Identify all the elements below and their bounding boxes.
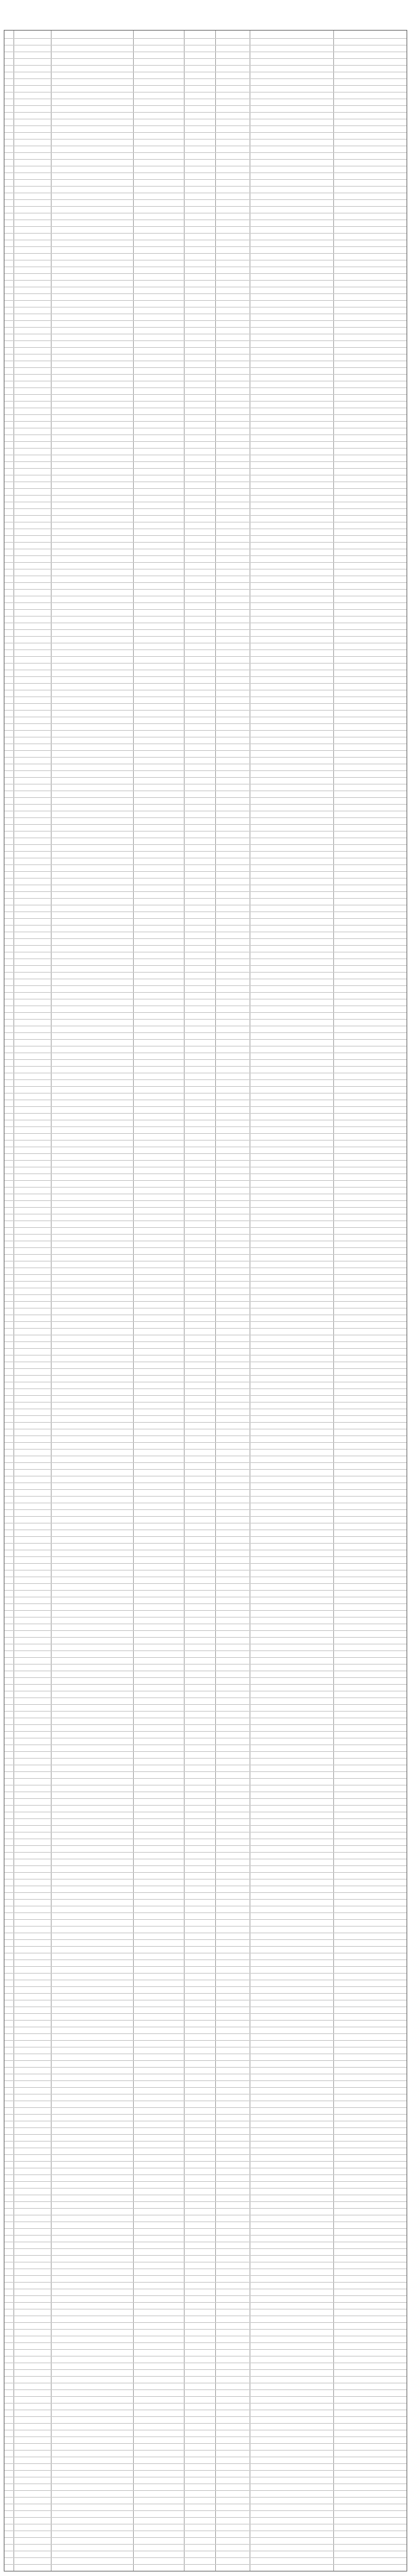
table-row-rule (4, 1234, 407, 1235)
table-row-rule (4, 891, 407, 892)
table-row-rule (4, 246, 407, 247)
table-row-rule (4, 972, 407, 973)
table-row-rule (4, 1314, 407, 1315)
table-row-rule (4, 495, 407, 496)
table-row-rule (4, 2423, 407, 2424)
table-row-rule (4, 394, 407, 395)
table-row-rule (4, 448, 407, 449)
table-row-rule (4, 434, 407, 435)
table-row-rule (4, 2248, 407, 2249)
table-row-rule (4, 2517, 407, 2518)
table-row-rule (4, 2470, 407, 2471)
table-row-rule (4, 1355, 407, 1356)
table-row-rule (4, 676, 407, 677)
table-row-rule (4, 1207, 407, 1208)
table-row-rule (4, 2329, 407, 2330)
table-row-rule (4, 1005, 407, 1006)
table-row-rule (4, 609, 407, 610)
table-row-rule (4, 1778, 407, 1779)
table-row-rule (4, 730, 407, 731)
table-row-rule (4, 2497, 407, 2498)
table-row-rule (4, 790, 407, 791)
table-row-rule (4, 2342, 407, 2343)
table-row-rule (4, 522, 407, 523)
table-row-rule (4, 2403, 407, 2404)
table-row-rule (4, 1852, 407, 1853)
table-row-rule (4, 1019, 407, 1020)
table-row-rule (4, 1012, 407, 1013)
table-row-rule (4, 105, 407, 106)
table-row-rule (4, 562, 407, 563)
table-row-rule (4, 1926, 407, 1927)
table-row-rule (4, 2389, 407, 2390)
table-row-rule (4, 2188, 407, 2189)
table-row-rule (4, 629, 407, 630)
table-row-rule (4, 2060, 407, 2061)
table-row-rule (4, 898, 407, 899)
table-row-rule (4, 757, 407, 758)
table-row-rule (4, 831, 407, 832)
table-row-rule (4, 2416, 407, 2417)
table-row-rule (4, 112, 407, 113)
table-row-rule (4, 1435, 407, 1436)
table-row-rule (4, 616, 407, 617)
table-row-rule (4, 1892, 407, 1893)
table-row-rule (4, 92, 407, 93)
table-row-rule (4, 1650, 407, 1651)
table-row-rule (4, 2067, 407, 2068)
table-row-rule (4, 508, 407, 509)
table-row-rule (4, 441, 407, 442)
table-row-rule (4, 300, 407, 301)
table-row-rule (4, 1563, 407, 1564)
table-row-rule (4, 777, 407, 778)
table-row-rule (4, 2349, 407, 2350)
table-row-rule (4, 1993, 407, 1994)
table-row-rule (4, 293, 407, 294)
table-row-rule (4, 1570, 407, 1571)
table-row-rule (4, 2309, 407, 2310)
table-row-rule (4, 1126, 407, 1127)
table-row-rule (4, 1449, 407, 1450)
table-row-rule (4, 2295, 407, 2296)
table-row-rule (4, 273, 407, 274)
table-row-rule (4, 1879, 407, 1880)
table-row-rule (4, 1771, 407, 1772)
table-row-rule (4, 1442, 407, 1443)
table-row-rule (4, 1348, 407, 1349)
table-row-rule (4, 421, 407, 422)
table-row-rule (4, 1093, 407, 1094)
table-row-rule (4, 2107, 407, 2108)
table-row-rule (4, 172, 407, 173)
table-row-rule (4, 2436, 407, 2437)
table-row-rule (4, 1865, 407, 1866)
table-row-rule (4, 1939, 407, 1940)
table-row-rule (4, 938, 407, 939)
table-row-rule (4, 1744, 407, 1745)
table-row-rule (4, 387, 407, 388)
table-row-rule (4, 2134, 407, 2135)
table-row-rule (4, 864, 407, 865)
table-row-rule (4, 589, 407, 590)
table-row-rule (4, 367, 407, 368)
table-row-rule (4, 1724, 407, 1725)
table-row-rule (4, 1637, 407, 1638)
table-row-rule (4, 851, 407, 852)
table-row-rule (4, 1516, 407, 1517)
table-row-rule (4, 2127, 407, 2128)
table-row-rule (4, 481, 407, 482)
table-row-rule (4, 958, 407, 959)
table-row-rule (4, 2443, 407, 2444)
table-row-rule (4, 582, 407, 583)
table-row-rule (4, 2530, 407, 2531)
table-row-rule (4, 1140, 407, 1141)
table-row-rule (4, 1731, 407, 1732)
table-row-rule (4, 1583, 407, 1584)
table-row-rule (4, 488, 407, 489)
table-row-rule (4, 1341, 407, 1342)
table-row-rule (4, 528, 407, 529)
table-row-rule (4, 770, 407, 771)
table-row-rule (4, 139, 407, 140)
table-row-rule (4, 1267, 407, 1268)
table-row-rule (4, 1308, 407, 1309)
table-row-rule (4, 1059, 407, 1060)
table-row-rule (4, 1321, 407, 1322)
table-row-rule (4, 1899, 407, 1900)
table-row-rule (4, 2564, 407, 2565)
route-table (4, 30, 407, 2572)
table-row-rule (4, 2033, 407, 2034)
table-row-rule (4, 2141, 407, 2142)
table-row-rule (4, 1798, 407, 1799)
table-row-rule (4, 1751, 407, 1752)
table-row-rule (4, 1630, 407, 1631)
table-row-rule (4, 2208, 407, 2209)
table-row-rule (4, 1986, 407, 1987)
table-row-rule (4, 374, 407, 375)
table-row-rule (4, 1160, 407, 1161)
table-row-rule (4, 45, 407, 46)
table-row-rule (4, 1294, 407, 1295)
table-row-rule (4, 1664, 407, 1665)
table-row-rule (4, 1603, 407, 1604)
table-row-rule (4, 1402, 407, 1403)
table-row-rule (4, 2114, 407, 2115)
table-row-rule (4, 1805, 407, 1806)
table-row-rule (4, 2557, 407, 2558)
table-row-rule (4, 1388, 407, 1389)
table-row-rule (4, 656, 407, 657)
table-row-rule (4, 2396, 407, 2397)
table-row-rule (4, 2356, 407, 2357)
table-row-rule (4, 1153, 407, 1154)
table-row-rule (4, 750, 407, 751)
table-row-rule (4, 2275, 407, 2276)
table-row-rule (4, 65, 407, 66)
table-row-rule (4, 2013, 407, 2014)
table-row-rule (4, 260, 407, 261)
table-row-rule (4, 1395, 407, 1396)
table-row-rule (4, 1052, 407, 1053)
table-row-rule (4, 1254, 407, 1255)
table-row-rule (4, 38, 407, 39)
table-row-rule (4, 78, 407, 79)
table-row-rule (4, 2302, 407, 2303)
table-row-rule (4, 2322, 407, 2323)
table-row-rule (4, 2161, 407, 2162)
table-row-rule (4, 555, 407, 556)
table-row-rule (4, 1220, 407, 1221)
table-row-rule (4, 2006, 407, 2007)
table-row-rule (4, 1523, 407, 1524)
table-row-rule (4, 2235, 407, 2236)
table-row-rule (4, 2080, 407, 2081)
table-row-rule (4, 797, 407, 798)
table-row-rule (4, 1469, 407, 1470)
table-row-rule (4, 2255, 407, 2256)
table-row-rule (4, 1496, 407, 1497)
table-row-rule (4, 992, 407, 993)
table-row-rule (4, 2376, 407, 2377)
table-row-rule (4, 1301, 407, 1302)
table-row-rule (4, 199, 407, 200)
table-row-rule (4, 2181, 407, 2182)
table-row-rule (4, 354, 407, 355)
table-row-rule (4, 159, 407, 160)
table-row-rule (4, 1375, 407, 1376)
table-row-rule (4, 817, 407, 818)
table-row-rule (4, 1066, 407, 1067)
table-row-rule (4, 152, 407, 153)
table-row-rule (4, 945, 407, 946)
table-row-rule (4, 1617, 407, 1618)
table-row-rule (4, 1422, 407, 1423)
table-row-rule (4, 179, 407, 180)
table-row-rule (4, 1200, 407, 1201)
table-row-rule (4, 1482, 407, 1483)
table-row-rule (4, 1180, 407, 1181)
table-row-rule (4, 2087, 407, 2088)
table-row-rule (4, 1711, 407, 1712)
table-row-rule (4, 2020, 407, 2021)
table-row-rule (4, 2228, 407, 2229)
table-row-rule (4, 2201, 407, 2202)
table-row-rule (4, 1509, 407, 1510)
table-row-rule (4, 710, 407, 711)
table-row-rule (4, 1039, 407, 1040)
table-row-rule (4, 1079, 407, 1080)
table-row-rule (4, 844, 407, 845)
table-row-rule (4, 2483, 407, 2484)
table-row-rule (4, 1046, 407, 1047)
table-row-rule (4, 125, 407, 126)
table-row-rule (4, 878, 407, 879)
table-row-rule (4, 1086, 407, 1087)
table-row-rule (4, 1912, 407, 1913)
table-row-rule (4, 1610, 407, 1611)
table-row-rule (4, 401, 407, 402)
table-row-rule (4, 1261, 407, 1262)
table-row-rule (4, 219, 407, 220)
table-row-rule (4, 414, 407, 415)
table-row-rule (4, 515, 407, 516)
table-row-rule (4, 1543, 407, 1544)
table-row-rule (4, 1227, 407, 1228)
table-row-rule (4, 649, 407, 650)
table-row-rule (4, 1113, 407, 1114)
table-row-rule (4, 1489, 407, 1490)
table-row-rule (4, 925, 407, 926)
table-row-rule (4, 2268, 407, 2269)
table-row-rule (4, 683, 407, 684)
table-row-rule (4, 1818, 407, 1819)
table-row-rule (4, 1872, 407, 1873)
table-row-rule (4, 723, 407, 724)
table-row-rule (4, 542, 407, 543)
table-row-rule (4, 2510, 407, 2511)
table-row-rule (4, 2282, 407, 2283)
table-row-rule (4, 1832, 407, 1833)
table-row-rule (4, 743, 407, 744)
table-row-rule (4, 1845, 407, 1846)
table-row-rule (4, 85, 407, 86)
table-row-rule (4, 320, 407, 321)
table-row-rule (4, 280, 407, 281)
table-row-rule (4, 226, 407, 227)
table-row-rule (4, 468, 407, 469)
table-row-rule (4, 535, 407, 536)
table-row-rule (4, 1368, 407, 1369)
table-row-rule (4, 2463, 407, 2464)
table-row-rule (4, 1657, 407, 1658)
table-row-rule (4, 1966, 407, 1967)
table-row-rule (4, 2537, 407, 2538)
table-row-rule (4, 2154, 407, 2155)
table-row-rule (4, 965, 407, 966)
table-row-rule (4, 1959, 407, 1960)
table-row-rule (4, 2221, 407, 2222)
table-row-rule (4, 871, 407, 872)
table-row-rule (4, 1919, 407, 1920)
table-row-rule (4, 2174, 407, 2175)
table-row-rule (4, 186, 407, 187)
table-row-rule (4, 2450, 407, 2451)
table-row-rule (4, 1785, 407, 1786)
table-row-rule (4, 1697, 407, 1698)
table-row-rule (4, 132, 407, 133)
table-row-rule (4, 2315, 407, 2316)
table-row-rule (4, 663, 407, 664)
table-row-rule (4, 1106, 407, 1107)
table-row-rule (4, 696, 407, 697)
table-row-rule (4, 2490, 407, 2491)
table-row-rule (4, 1684, 407, 1685)
table-row-rule (4, 804, 407, 805)
table-row-rule (4, 1758, 407, 1759)
table-row-rule (4, 2040, 407, 2041)
table-row-rule (4, 1187, 407, 1188)
table-row-rule (4, 1281, 407, 1282)
table-row-rule (4, 918, 407, 919)
table-row-rule (4, 602, 407, 603)
table-row-rule (4, 911, 407, 912)
table-row-rule (4, 327, 407, 328)
table-row-rule (4, 253, 407, 254)
table-row-rule (4, 1462, 407, 1463)
table-row-rule (4, 1274, 407, 1275)
table-row-rule (4, 1677, 407, 1678)
table-row-rule (4, 58, 407, 59)
table-row-rule (4, 1247, 407, 1248)
table-row-rule (4, 461, 407, 462)
table-row-rule (4, 340, 407, 341)
table-row-rule (4, 1133, 407, 1134)
table-row-rule (4, 1704, 407, 1705)
table-row-rule (4, 2047, 407, 2048)
table-row-rule (4, 2053, 407, 2054)
table-row-rule (4, 784, 407, 785)
table-row-rule (4, 1415, 407, 1416)
table-row-rule (4, 1556, 407, 1557)
table-row-rule (4, 266, 407, 267)
table-row-rule (4, 1590, 407, 1591)
table-row-rule (4, 636, 407, 637)
table-row-rule (4, 1536, 407, 1537)
table-row-rule (4, 703, 407, 704)
table-row-rule (4, 1825, 407, 1826)
table-row-rule (4, 569, 407, 570)
table-row-rule (4, 1328, 407, 1329)
table-row-rule (4, 985, 407, 986)
table-row-rule (4, 347, 407, 348)
table-row-rule (4, 2094, 407, 2095)
table-row-rule (4, 2544, 407, 2545)
table-row-rule (4, 1973, 407, 1974)
table-row-rule (4, 1946, 407, 1947)
table-row-rule (4, 206, 407, 207)
table-row-rule (4, 307, 407, 308)
table-row-rule (4, 1529, 407, 1530)
table-row-rule (4, 2369, 407, 2370)
table-row-rule (4, 824, 407, 825)
table-row-rule (4, 1173, 407, 1174)
table-row-rule (4, 1791, 407, 1792)
table-row-rule (4, 233, 407, 234)
table-row-rule (4, 1032, 407, 1033)
